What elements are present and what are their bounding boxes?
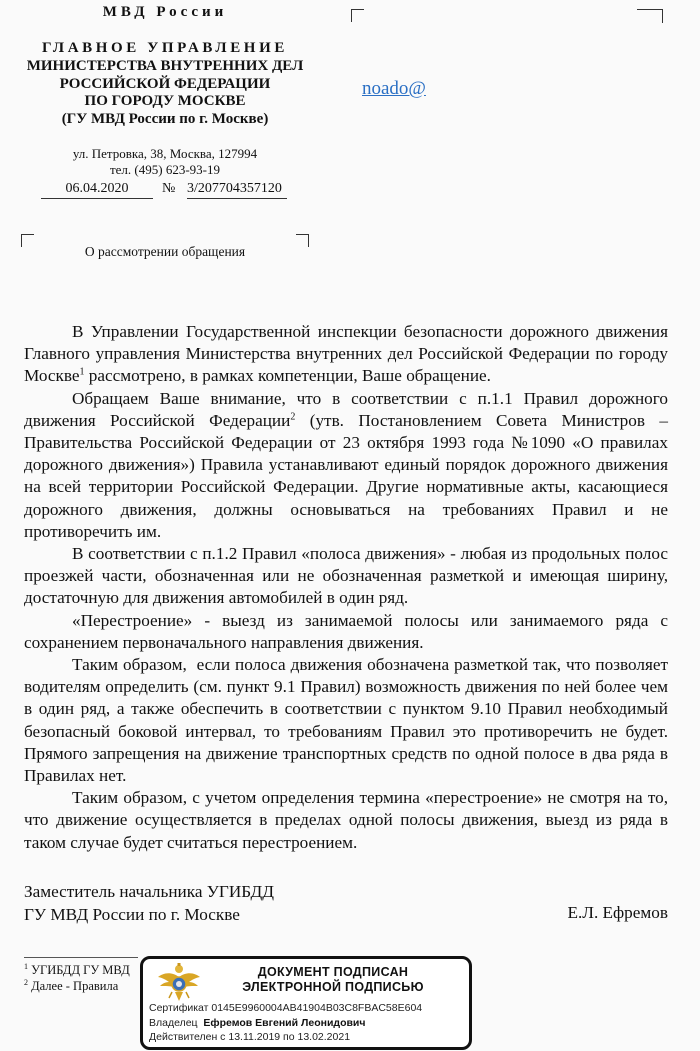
footnote-mark: 1 xyxy=(24,961,28,971)
paragraph-text: В Управлении Государственной инспекции безопасности дорожного движения Главного управления Министерства внутренних дел Российской Федерации по городу Москве xyxy=(24,322,668,386)
stamp-details xyxy=(149,1001,422,1045)
body-paragraph-3: В соответствии с п.1.2 Правил «полоса движения» - любая из продольных полос проезжей части, обозначенная или не обозначенная разметкой и имеющая ширину, достаточную для движения автомобилей в один ряд. xyxy=(24,544,668,608)
org-address: ул. Петровка, 38, Москва, 127994 xyxy=(72,146,258,161)
org-line-3: РОССИЙСКОЙ ФЕДЕРАЦИИ xyxy=(59,75,271,92)
footnote-ref-1: 1 xyxy=(79,366,85,378)
owner-row xyxy=(149,1016,422,1031)
org-line-1: ГЛАВНОЕ УПРАВЛЕНИЕ xyxy=(42,40,288,56)
org-contacts xyxy=(0,146,330,177)
owner-label: Владелец xyxy=(149,1016,198,1029)
owner-value: Ефремов Евгений Леонидович xyxy=(203,1016,366,1029)
paragraph-text: Обращаем Ваше внимание, что в соответствии с п.1.1 Правил дорожного движения Российской Федерации xyxy=(24,388,668,430)
recipient-email-link[interactable]: noado@ xyxy=(362,78,426,99)
signatory-position-line-1: Заместитель начальника УГИБДД xyxy=(24,882,274,901)
validity-row: Действителен с 13.11.2019 по 13.02.2021 xyxy=(149,1031,351,1043)
signatory-position-line-2: ГУ МВД России по г. Москве xyxy=(24,905,240,924)
org-phone: тел. (495) 623-93-19 xyxy=(109,161,220,177)
footnotes xyxy=(24,962,130,994)
body-paragraph-5: Таким образом, если полоса движения обозначена разметкой так, что позволяет водителям определить (см. пункт 9.1 Правил) возможность движения по ней более чем в один ряд, а также обеспечить в соответствии с пунктом 9.10 Правил необходимый безопасный боковой интервал, то требованиям Правил это противоречить не будет. Прямого запрещения на движение транспортных средств по одной полосе в два ряда в Правилах нет. xyxy=(24,655,673,786)
footnote-ref-2: 2 xyxy=(290,411,296,423)
subject-line: О рассмотрении обращения xyxy=(84,244,246,259)
document-date: 06.04.2020 xyxy=(41,181,153,199)
stamp-title xyxy=(213,965,453,995)
organization-name xyxy=(0,40,330,129)
footnote-2 xyxy=(24,978,130,994)
footnote-text: УГИБДД ГУ МВД xyxy=(28,963,130,977)
footnote-text: Далее - Правила xyxy=(28,979,119,993)
paragraph-text: рассмотрено, в рамках компетенции, Ваше обращение. xyxy=(84,366,491,386)
certificate-value: 0145E9960004AB41904B03C8FBAC58E604 xyxy=(211,1002,423,1014)
org-line-2: МИНИСТЕРСТВА ВНУТРЕННИХ ДЕЛ xyxy=(26,57,304,74)
stamp-title-line-2: ЭЛЕКТРОННОЙ ПОДПИСЬЮ xyxy=(242,980,424,994)
agency-title: МВД России xyxy=(102,4,228,20)
paragraph-text: (утв. Постановлением Совета Министров – Правительства Российской Федерации от 23 октября 1993 года №1090 «О правилах дорожного движения») Правила устанавливают единый порядок дорожного движения на всей территории Российской Федерации. Другие нормативные акты, касающиеся дорожного движения, должны основываться на требованиях Правил и не противоречить им. xyxy=(24,410,668,541)
org-line-5: (ГУ МВД России по г. Москве) xyxy=(61,111,269,128)
footnote-mark: 2 xyxy=(24,977,28,987)
footnote-divider xyxy=(24,957,138,958)
certificate-row xyxy=(149,1001,422,1016)
number-sign: № xyxy=(162,181,176,196)
body-paragraph-4: «Перестроение» - выезд из занимаемой полосы или занимаемого ряда с сохранением первоначального направления движения. xyxy=(24,610,668,652)
body-paragraph-1 xyxy=(24,321,668,388)
registration-number: 3/207704357120 xyxy=(187,181,287,199)
body-paragraph-2 xyxy=(24,388,668,543)
recipient-corner-top-left xyxy=(351,9,364,22)
footnote-1 xyxy=(24,962,130,978)
signatory-position xyxy=(24,880,274,926)
electronic-signature-stamp xyxy=(140,956,472,1050)
org-line-4: ПО ГОРОДУ МОСКВЕ xyxy=(84,93,246,110)
stamp-title-line-1: ДОКУМЕНТ ПОДПИСАН xyxy=(257,965,409,979)
body-paragraph-6: Таким образом, с учетом определения термина «перестроение» не смотря на то, что движение осуществляется в пределах одной полосы движения, выезд из ряда в таком случае будет считаться перестроением. xyxy=(24,788,668,852)
certificate-label: Сертификат xyxy=(149,1002,209,1014)
letter-body xyxy=(24,321,673,854)
recipient-corner-top-right xyxy=(637,9,663,23)
mvd-emblem-icon xyxy=(157,963,201,1003)
signatory-name: Е.Л. Ефремов xyxy=(567,903,668,922)
